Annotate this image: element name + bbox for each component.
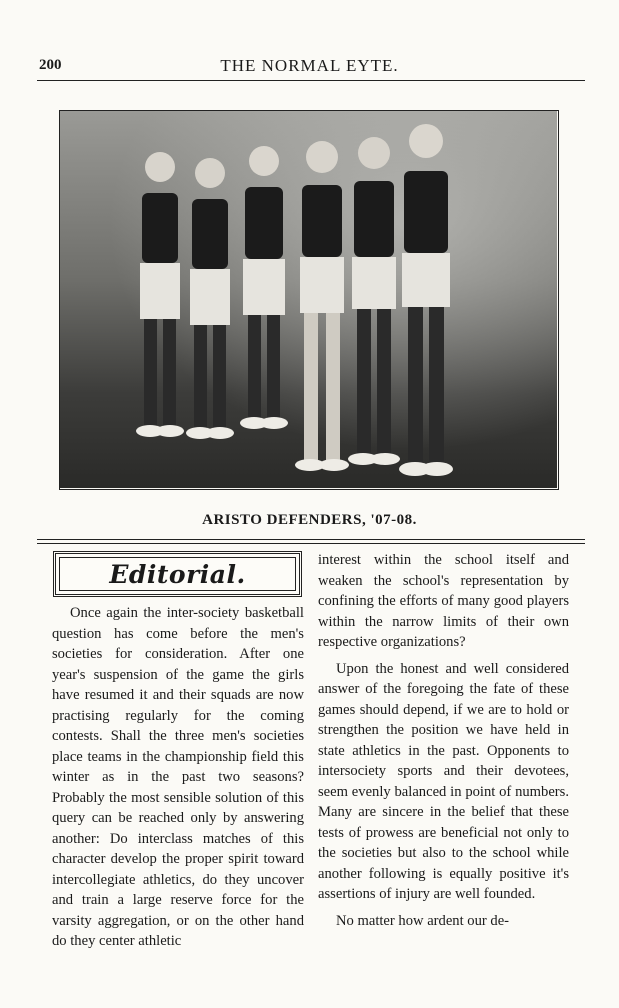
section-rule [37, 539, 585, 540]
header-rule [37, 80, 585, 81]
paragraph: No matter how ardent our de- [336, 912, 510, 929]
paragraph: Once again the inter-society basketball question has come before the men's societies for consideration. After one year's suspension of the game the girls have resumed it and their squads are now practising regularly for the coming contests. Shall the three men's societies place teams in the championship field this winter as in the past two seasons? Probably the most sensible solution of this query can be reached only by answering another: Do interclass matches of this character develop the proper spirit toward intercollegiate athletics, do they uncover and train a large reserve force for the varsity aggregation, or on the other hand do they center athletic [52, 605, 304, 949]
editorial-heading-box [53, 551, 302, 597]
left-column [52, 603, 304, 958]
photo-caption: ARISTO DEFENDERS, '07-08. [202, 512, 417, 528]
right-column [318, 550, 569, 937]
section-rule-thin [37, 543, 585, 544]
paragraph: Upon the honest and well considered answer of the foregoing the fate of these games should depend, if we are to hold or strengthen the position we have held in state athletics in the past. Opponents to intersociety sports and their devotees, seem evenly balanced in point of numbers. Many are sincere in the belief that these tests of prowess are beneficial not only to the societies but also to the school while another following is equally positive it's assertions of injury are well founded. [318, 660, 569, 902]
page-number: 200 [39, 57, 62, 73]
paragraph: interest within the school itself and weaken the school's representation by confining the efforts of many good players within the narrow limits of their own respective organizations? [318, 552, 569, 650]
running-head: THE NORMAL EYTE. [220, 56, 399, 75]
team-photograph [59, 110, 559, 490]
editorial-heading: Editorial. [109, 560, 246, 589]
